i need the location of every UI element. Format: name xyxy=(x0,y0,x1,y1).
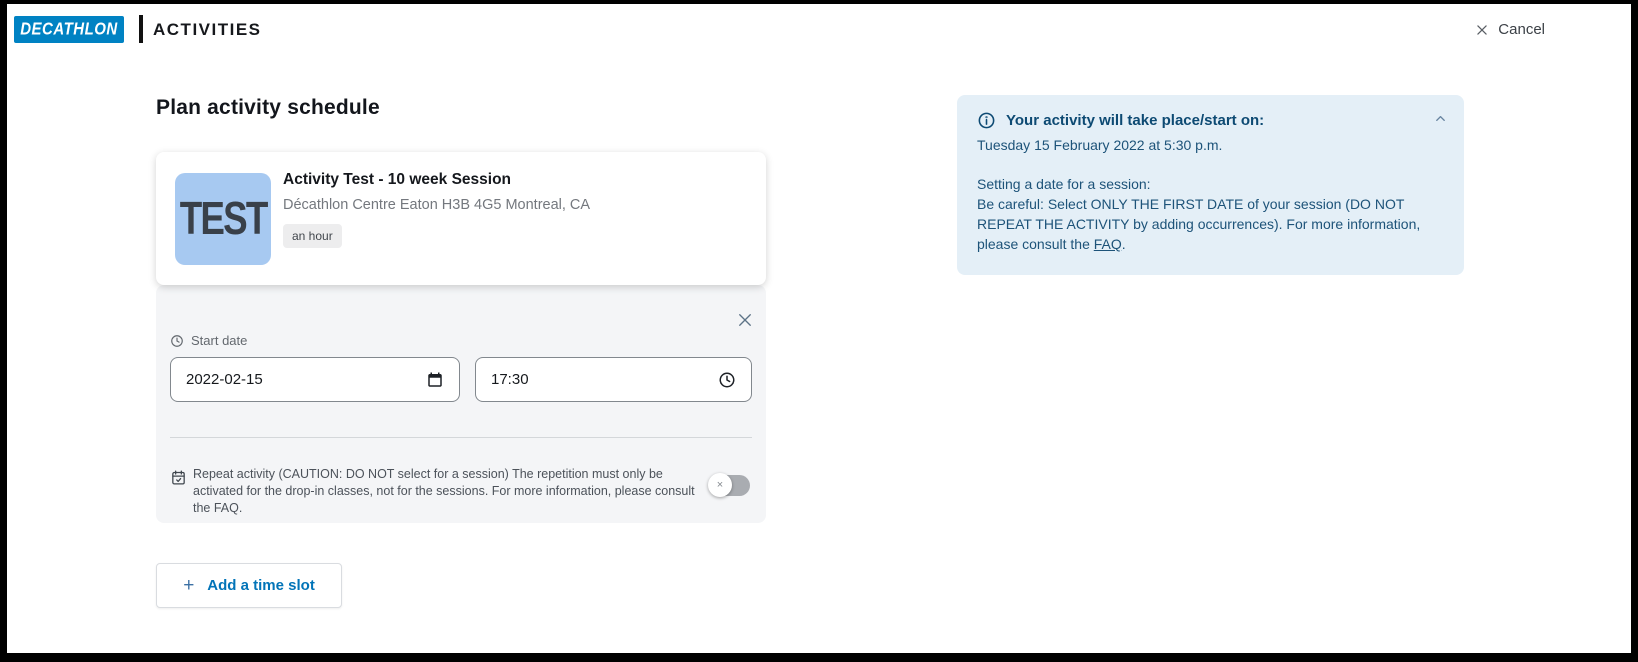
note-heading: Setting a date for a session: xyxy=(977,176,1151,192)
start-date-input[interactable] xyxy=(170,357,460,402)
note-text-after-link: . xyxy=(1121,236,1126,252)
activity-location: Décathlon Centre Eaton H3B 4G5 Montreal, CA xyxy=(283,197,591,213)
cancel-button[interactable] xyxy=(1475,21,1545,38)
activity-thumbnail xyxy=(175,173,271,265)
app-title: ACTIVITIES xyxy=(153,20,262,39)
toggle-thumb xyxy=(708,473,732,497)
toggle-off-icon: × xyxy=(716,478,724,491)
remove-time-slot-button[interactable] xyxy=(736,311,754,329)
activity-thumbnail-text: TEST xyxy=(179,193,267,244)
add-time-slot-label: Add a time slot xyxy=(207,577,315,594)
cancel-label: Cancel xyxy=(1498,21,1545,38)
info-panel-header xyxy=(977,111,1444,130)
note-text-before-link: Be careful: Select ONLY THE FIRST DATE of your session (DO NOT REPEAT THE ACTIVITY by adding occurrences). For more information, please consult the xyxy=(977,196,1421,252)
clock-icon xyxy=(170,334,184,348)
collapse-panel-button[interactable] xyxy=(1433,111,1448,126)
decathlon-logo xyxy=(14,16,124,43)
close-icon xyxy=(736,311,754,329)
duration-badge: an hour xyxy=(283,224,342,248)
info-icon xyxy=(977,111,996,130)
repeat-activity-toggle[interactable] xyxy=(710,475,750,496)
section-divider xyxy=(170,437,752,438)
add-time-slot-button[interactable] xyxy=(156,563,342,608)
repeat-calendar-icon xyxy=(170,469,187,486)
decathlon-logo-text: DECATHLON xyxy=(20,19,118,40)
activity-card xyxy=(156,152,766,285)
start-time-value: 17:30 xyxy=(491,371,529,388)
time-slot-panel xyxy=(156,285,766,523)
close-icon xyxy=(1475,23,1489,37)
scheduled-datetime: Tuesday 15 February 2022 at 5:30 p.m. xyxy=(977,137,1223,153)
repeat-activity-label: Repeat activity (CAUTION: DO NOT select for a session) The repetition must only be activated for the drop-in classes, not for the sessions. For more information, please consult the FAQ. xyxy=(193,467,695,515)
calendar-icon[interactable] xyxy=(426,371,444,389)
info-note xyxy=(977,174,1444,254)
info-panel-heading: Your activity will take place/start on: xyxy=(1006,112,1265,129)
activity-title: Activity Test - 10 week Session xyxy=(283,171,512,188)
start-date-value: 2022-02-15 xyxy=(186,371,263,388)
clock-icon[interactable] xyxy=(718,371,736,389)
start-date-label: Start date xyxy=(170,333,247,348)
start-time-input[interactable] xyxy=(475,357,752,402)
info-panel xyxy=(957,95,1464,275)
header-divider xyxy=(139,15,143,43)
faq-link[interactable]: FAQ xyxy=(1093,236,1122,252)
page-title: Plan activity schedule xyxy=(156,96,380,119)
plus-icon: + xyxy=(183,574,195,596)
chevron-up-icon xyxy=(1433,111,1448,126)
